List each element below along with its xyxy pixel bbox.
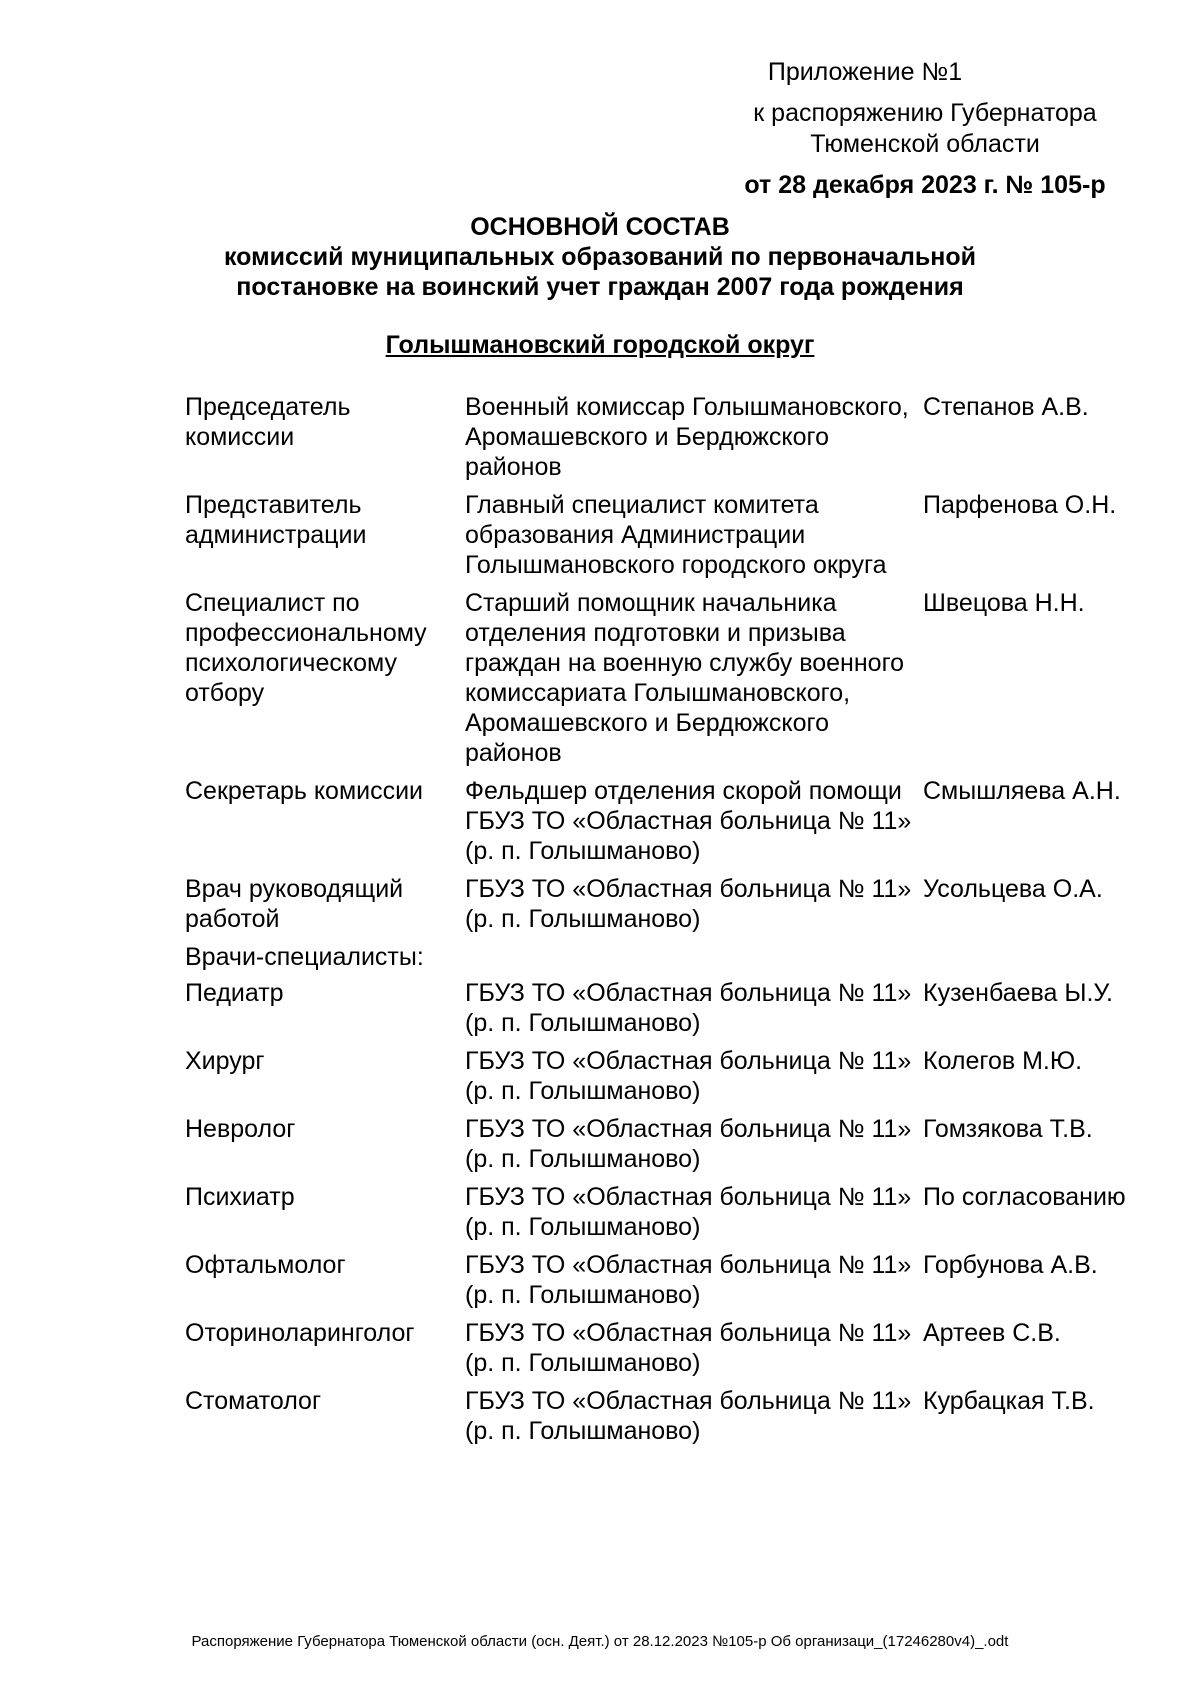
member-role: Специалист по профессиональному психологическому отбору — [185, 589, 427, 707]
annex-title: Приложение №1 — [767, 58, 963, 86]
member-position: ГБУЗ ТО «Областная больница № 11» (р. п. Голышманово) — [465, 979, 912, 1037]
member-name: Горбунова А.В. — [923, 1251, 1098, 1279]
member-name: Усольцева О.А. — [923, 875, 1103, 903]
member-name: Курбацкая Т.В. — [923, 1387, 1095, 1415]
member-name: Артеев С.В. — [923, 1319, 1061, 1347]
member-name: Швецова Н.Н. — [923, 589, 1085, 617]
member-position: ГБУЗ ТО «Областная больница № 11» (р. п. Голышманово) — [465, 1047, 912, 1105]
member-role: Педиатр — [185, 979, 284, 1007]
roster-row — [185, 1318, 1155, 1378]
member-name: Смышляева А.Н. — [923, 777, 1121, 805]
member-name: Кузенбаева Ы.У. — [923, 979, 1113, 1007]
member-position: Главный специалист комитета образования Администрации Голышмановского городского округа — [465, 491, 887, 579]
roster-row — [185, 776, 1155, 866]
annex-date: от 28 декабря 2023 г. № 105-р — [744, 171, 1106, 199]
member-name: Парфенова О.Н. — [923, 491, 1117, 519]
member-role: Оториноларинголог — [185, 1319, 415, 1347]
member-role: Представитель администрации — [185, 491, 367, 549]
document-subtitle: комиссий муниципальных образований по первоначальной постановке на воинский учет граждан 2007 года рождения — [224, 243, 976, 301]
member-role: Психиатр — [185, 1183, 295, 1211]
member-position: ГБУЗ ТО «Областная больница № 11» (р. п. Голышманово) — [465, 1251, 912, 1309]
roster-row — [185, 1250, 1155, 1310]
roster-row — [185, 490, 1155, 580]
roster-row — [185, 1182, 1155, 1242]
member-name: Степанов А.В. — [923, 393, 1089, 421]
specialists-group-label — [185, 942, 1155, 972]
member-name: Колегов М.Ю. — [923, 1047, 1083, 1075]
roster-row — [185, 588, 1155, 768]
member-role: Офтальмолог — [185, 1251, 346, 1279]
member-name: Гомзякова Т.В. — [923, 1115, 1093, 1143]
member-position: ГБУЗ ТО «Областная больница № 11» (р. п. Голышманово) — [465, 875, 912, 933]
roster-row — [185, 1114, 1155, 1174]
specialists-label: Врачи-специалисты: — [185, 943, 424, 971]
member-role: Секретарь комиссии — [185, 777, 424, 805]
member-role: Председатель комиссии — [185, 393, 351, 451]
member-position: ГБУЗ ТО «Областная больница № 11» (р. п. Голышманово) — [465, 1319, 912, 1377]
member-role: Хирург — [185, 1047, 265, 1075]
member-position: Военный комиссар Голышмановского, Аромашевского и Бердюжского районов — [465, 393, 909, 481]
member-role: Врач руководящий работой — [185, 875, 404, 933]
roster-row — [185, 874, 1155, 934]
member-position: ГБУЗ ТО «Областная больница № 11» (р. п. Голышманово) — [465, 1387, 912, 1445]
roster-row — [185, 1046, 1155, 1106]
document-title: ОСНОВНОЙ СОСТАВ — [470, 213, 730, 241]
member-position: ГБУЗ ТО «Областная больница № 11» (р. п. Голышманово) — [465, 1183, 912, 1241]
district-name: Голышмановский городской округ — [385, 331, 815, 359]
commission-roster — [185, 392, 1155, 1454]
annex-reference: к распоряжению Губернатора Тюменской области — [753, 99, 1097, 158]
roster-row — [185, 1386, 1155, 1446]
roster-row — [185, 978, 1155, 1038]
member-position: Фельдшер отделения скорой помощи ГБУЗ ТО «Областная больница № 11» (р. п. Голышманово) — [465, 777, 912, 865]
member-position: Старший помощник начальника отделения подготовки и призыва граждан на военную службу военного комиссариата Голышмановского, Аромашевского и Бердюжского районов — [465, 589, 905, 767]
page-footer: Распоряжение Губернатора Тюменской области (осн. Деят.) от 28.12.2023 №105-р Об организаци_(17246280v4)_.odt — [191, 1633, 1009, 1650]
roster-row — [185, 392, 1155, 482]
member-name: По согласованию — [923, 1183, 1126, 1211]
member-role: Стоматолог — [185, 1387, 322, 1415]
member-position: ГБУЗ ТО «Областная больница № 11» (р. п. Голышманово) — [465, 1115, 912, 1173]
member-role: Невролог — [185, 1115, 296, 1143]
